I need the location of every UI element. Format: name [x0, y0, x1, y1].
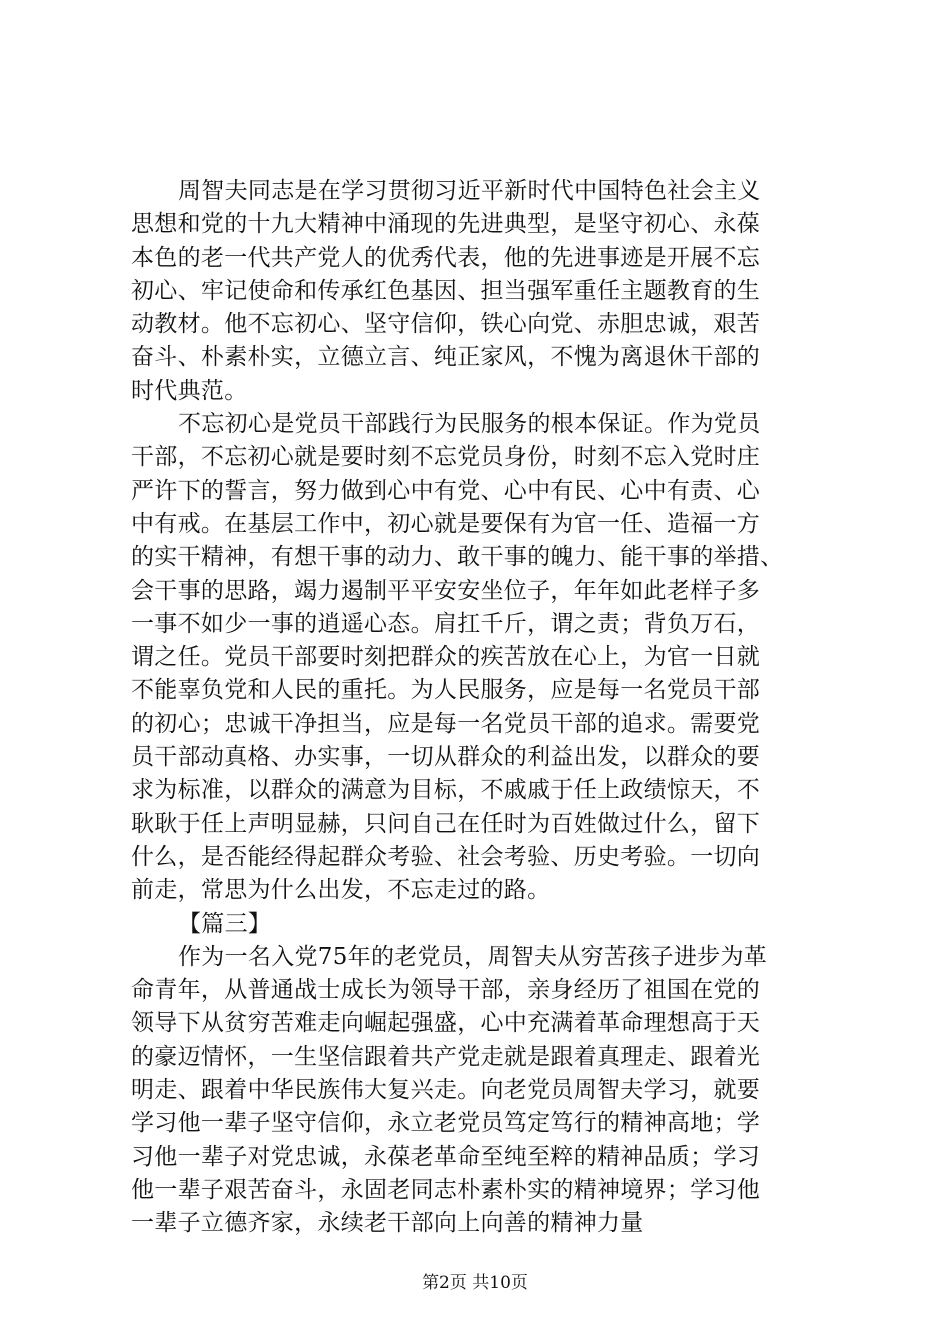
text-line: 他一辈子艰苦奋斗，永固老同志朴素朴实的精神境界；学习他 — [131, 1176, 761, 1203]
text-line: 一事不如少一事的逍遥心态。肩扛千斤，谓之责；背负万石， — [131, 610, 761, 637]
text-line: 学习他一辈子坚守信仰，永立老党员笃定笃行的精神高地；学 — [131, 1110, 761, 1137]
text-line: 的豪迈情怀，一生坚信跟着共产党走就是跟着真理走、跟着光 — [131, 1043, 761, 1070]
text-line: 不忘初心是党员干部践行为民服务的根本保证。作为党员 — [178, 411, 761, 438]
text-line: 耿耿于任上声明显赫，只问自己在任时为百姓做过什么，留下 — [131, 810, 761, 837]
paragraph-1 — [131, 175, 836, 408]
page-number-footer: 第2页 共10页 — [422, 1273, 528, 1293]
text-line: 不能辜负党和人民的重托。为人民服务，应是每一名党员干部 — [131, 677, 761, 704]
text-line: 什么，是否能经得起群众考验、社会考验、历史考验。一切向 — [131, 843, 761, 870]
text-line: 时代典范。 — [131, 377, 248, 404]
text-line: 会干事的思路，竭力遏制平平安安坐位子，年年如此老样子多 — [131, 577, 761, 604]
text-line: 谓之任。党员干部要时刻把群众的疾苦放在心上，为官一日就 — [131, 644, 761, 671]
paragraph-2 — [131, 408, 836, 907]
text-line: 本色的老一代共产党人的优秀代表，他的先进事迹是开展不忘 — [131, 244, 761, 271]
text-line: 明走、跟着中华民族伟大复兴走。向老党员周智夫学习，就要 — [131, 1077, 761, 1104]
text-line: 初心、牢记使命和传承红色基因、担当强军重任主题教育的生 — [131, 277, 761, 304]
text-line: 中有戒。在基层工作中，初心就是要保有为官一任、造福一方 — [131, 510, 761, 537]
text-line: 习他一辈子对党忠诚，永葆老革命至纯至粹的精神品质；学习 — [131, 1143, 761, 1170]
text-line: 奋斗、朴素朴实，立德立言、纯正家风，不愧为离退休干部的 — [131, 344, 761, 371]
text-line: 作为一名入党75年的老党员，周智夫从穷苦孩子进步为革 — [178, 943, 768, 970]
text-line: 前走，常思为什么出发，不忘走过的路。 — [131, 877, 551, 904]
document-body — [131, 175, 836, 1241]
section-heading: 【篇三】 — [178, 910, 272, 937]
text-line: 求为标准，以群众的满意为目标，不戚戚于任上政绩惊天，不 — [131, 777, 761, 804]
text-line: 的初心；忠诚干净担当，应是每一名党员干部的追求。需要党 — [131, 710, 761, 737]
text-line: 领导下从贫穷苦难走向崛起强盛，心中充满着革命理想高于天 — [131, 1010, 761, 1037]
paragraph-3 — [131, 941, 836, 1241]
text-line: 严许下的誓言，努力做到心中有党、心中有民、心中有责、心 — [131, 477, 761, 504]
text-line: 的实干精神，有想干事的动力、敢干事的魄力、能干事的举措、 — [131, 544, 784, 571]
text-line: 员干部动真格、办实事，一切从群众的利益出发，以群众的要 — [131, 744, 761, 771]
text-line: 动教材。他不忘初心、坚守信仰，铁心向党、赤胆忠诚，艰苦 — [131, 311, 761, 338]
text-line: 一辈子立德齐家，永续老干部向上向善的精神力量 — [131, 1210, 644, 1237]
text-line: 干部，不忘初心就是要时刻不忘党员身份，时刻不忘入党时庄 — [131, 444, 761, 471]
text-line: 思想和党的十九大精神中涌现的先进典型，是坚守初心、永葆 — [131, 211, 761, 238]
text-line: 命青年，从普通战士成长为领导干部，亲身经历了祖国在党的 — [131, 977, 761, 1004]
text-line: 周智夫同志是在学习贯彻习近平新时代中国特色社会主义 — [178, 178, 761, 204]
